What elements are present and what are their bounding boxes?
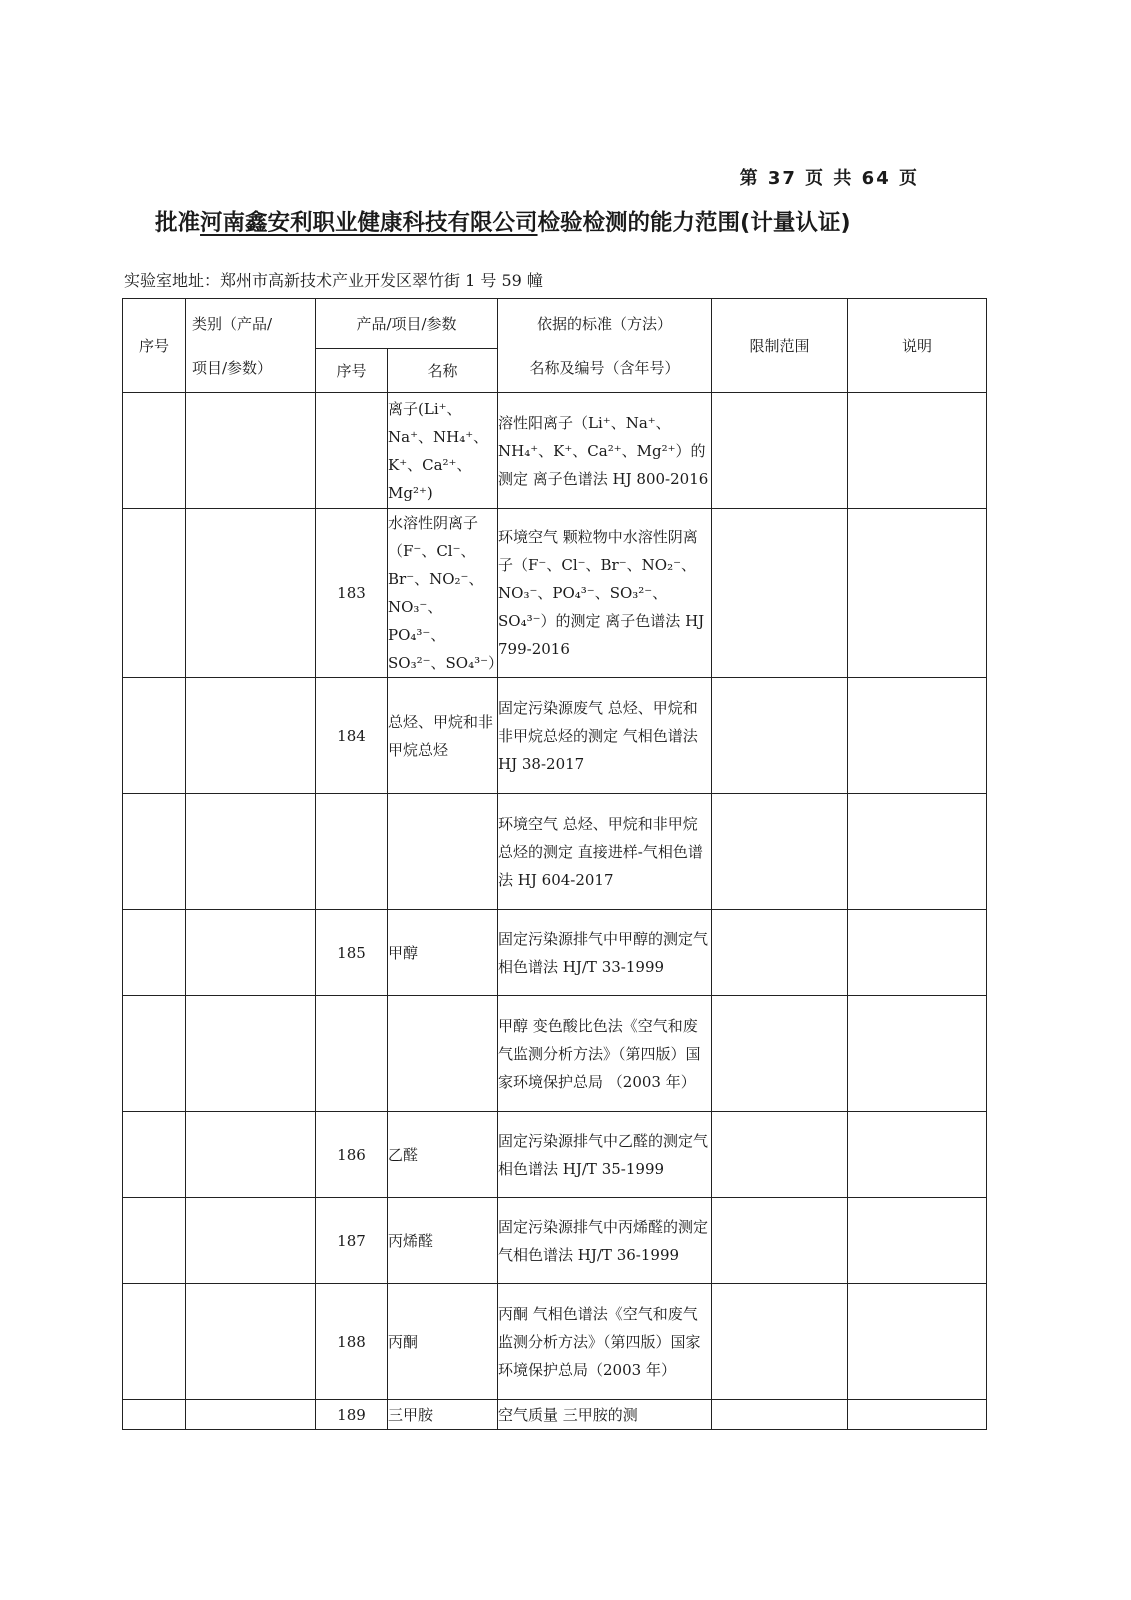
row-standard: 固定污染源排气中乙醛的测定气相色谱法 HJ/T 35-1999 <box>498 1112 712 1198</box>
row-note <box>848 509 987 678</box>
row-note <box>848 910 987 996</box>
header-row-1 <box>123 299 987 349</box>
row-category-cell <box>186 794 316 910</box>
table-row <box>123 794 987 910</box>
row-limit <box>712 910 848 996</box>
table-row <box>123 910 987 996</box>
row-seq-cell <box>123 1400 186 1430</box>
header-standard-line2: 名称及编号（含年号） <box>529 358 680 377</box>
row-seq-cell <box>123 1112 186 1198</box>
row-limit <box>712 678 848 794</box>
row-limit <box>712 1284 848 1400</box>
row-item-seq: 184 <box>316 678 388 794</box>
row-item-seq: 188 <box>316 1284 388 1400</box>
table-row <box>123 996 987 1112</box>
row-item-name: 乙醛 <box>388 1112 498 1198</box>
header-standard <box>498 299 712 393</box>
row-note <box>848 678 987 794</box>
row-item-name: 丙酮 <box>388 1284 498 1400</box>
capability-scope-table <box>122 298 987 1430</box>
header-standard-line1: 依据的标准（方法） <box>537 314 673 333</box>
row-limit <box>712 393 848 509</box>
header-category <box>186 299 316 393</box>
row-standard: 固定污染源排气中甲醇的测定气相色谱法 HJ/T 33-1999 <box>498 910 712 996</box>
row-item-seq <box>316 794 388 910</box>
row-category-cell <box>186 393 316 509</box>
header-category-line1: 类别（产品/ <box>192 314 273 333</box>
row-item-seq <box>316 393 388 509</box>
header-product-group: 产品/项目/参数 <box>316 299 498 349</box>
row-note <box>848 1400 987 1430</box>
row-category-cell <box>186 1112 316 1198</box>
header-category-line2: 项目/参数） <box>192 358 273 377</box>
row-limit <box>712 1400 848 1430</box>
row-item-name: 离子(Li⁺、Na⁺、NH₄⁺、K⁺、Ca²⁺、Mg²⁺) <box>388 393 498 509</box>
row-standard: 甲醇 变色酸比色法《空气和废气监测分析方法》（第四版）国家环境保护总局 （2003 年） <box>498 996 712 1112</box>
title-suffix: 检验检测的能力范围(计量认证) <box>537 210 851 236</box>
table-row <box>123 1400 987 1430</box>
row-item-seq <box>316 996 388 1112</box>
row-limit <box>712 509 848 678</box>
row-limit <box>712 1112 848 1198</box>
row-category-cell <box>186 1400 316 1430</box>
row-item-name: 三甲胺 <box>388 1400 498 1430</box>
row-item-name: 丙烯醛 <box>388 1198 498 1284</box>
row-seq-cell <box>123 910 186 996</box>
row-item-name <box>388 794 498 910</box>
header-limit: 限制范围 <box>712 299 848 393</box>
row-standard: 空气质量 三甲胺的测 <box>498 1400 712 1430</box>
table-row <box>123 393 987 509</box>
page-number: 第 37 页 共 64 页 <box>739 168 919 189</box>
header-note: 说明 <box>848 299 987 393</box>
table-row <box>123 1112 987 1198</box>
header-seq: 序号 <box>123 299 186 393</box>
row-limit <box>712 996 848 1112</box>
row-category-cell <box>186 996 316 1112</box>
row-standard: 溶性阳离子（Li⁺、Na⁺、NH₄⁺、K⁺、Ca²⁺、Mg²⁺）的测定 离子色谱法 HJ 800-2016 <box>498 393 712 509</box>
title-organization: 河南鑫安利职业健康科技有限公司 <box>200 210 538 236</box>
row-category-cell <box>186 509 316 678</box>
row-note <box>848 393 987 509</box>
row-standard: 固定污染源废气 总烃、甲烷和非甲烷总烃的测定 气相色谱法 HJ 38-2017 <box>498 678 712 794</box>
row-item-name: 水溶性阴离子（F⁻、Cl⁻、Br⁻、NO₂⁻、NO₃⁻、PO₄³⁻、SO₃²⁻、SO₄³⁻） <box>388 509 498 678</box>
row-note <box>848 1112 987 1198</box>
row-category-cell <box>186 910 316 996</box>
row-item-name <box>388 996 498 1112</box>
header-sub-seq: 序号 <box>316 349 388 393</box>
table-row <box>123 509 987 678</box>
row-note <box>848 794 987 910</box>
row-item-seq: 185 <box>316 910 388 996</box>
row-item-name: 甲醇 <box>388 910 498 996</box>
row-seq-cell <box>123 678 186 794</box>
row-limit <box>712 794 848 910</box>
row-item-seq: 189 <box>316 1400 388 1430</box>
row-seq-cell <box>123 794 186 910</box>
row-seq-cell <box>123 996 186 1112</box>
row-category-cell <box>186 678 316 794</box>
row-seq-cell <box>123 1198 186 1284</box>
row-limit <box>712 1198 848 1284</box>
row-standard: 环境空气 颗粒物中水溶性阴离子（F⁻、Cl⁻、Br⁻、NO₂⁻、NO₃⁻、PO₄³⁻、SO₃²⁻、SO₄³⁻）的测定 离子色谱法 HJ 799-2016 <box>498 509 712 678</box>
row-category-cell <box>186 1198 316 1284</box>
table-row <box>123 1284 987 1400</box>
row-category-cell <box>186 1284 316 1400</box>
row-note <box>848 1198 987 1284</box>
row-seq-cell <box>123 393 186 509</box>
document-title <box>155 205 975 237</box>
row-standard: 环境空气 总烃、甲烷和非甲烷总烃的测定 直接进样-气相色谱法 HJ 604-2017 <box>498 794 712 910</box>
row-note <box>848 1284 987 1400</box>
lab-address: 实验室地址：郑州市高新技术产业开发区翠竹街 1 号 59 幢 <box>124 271 543 290</box>
row-note <box>848 996 987 1112</box>
row-seq-cell <box>123 509 186 678</box>
row-item-seq: 183 <box>316 509 388 678</box>
table-row <box>123 1198 987 1284</box>
row-item-seq: 186 <box>316 1112 388 1198</box>
table-row <box>123 678 987 794</box>
row-item-seq: 187 <box>316 1198 388 1284</box>
row-standard: 固定污染源排气中丙烯醛的测定气相色谱法 HJ/T 36-1999 <box>498 1198 712 1284</box>
header-sub-name: 名称 <box>388 349 498 393</box>
row-item-name: 总烃、甲烷和非甲烷总烃 <box>388 678 498 794</box>
row-standard: 丙酮 气相色谱法《空气和废气监测分析方法》（第四版）国家环境保护总局（2003 年） <box>498 1284 712 1400</box>
title-prefix: 批准 <box>155 210 201 236</box>
row-seq-cell <box>123 1284 186 1400</box>
